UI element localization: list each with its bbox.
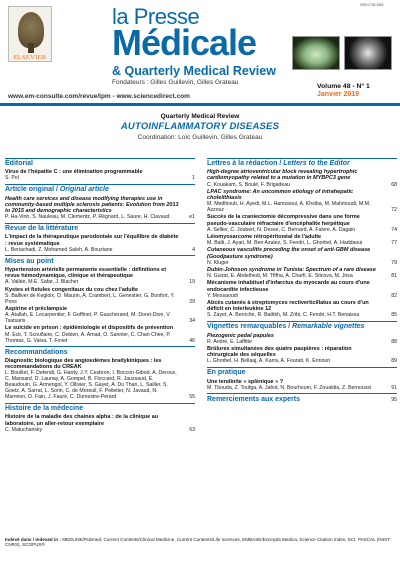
page-number: 4 (192, 246, 195, 253)
section-heading (5, 184, 195, 195)
page-number: 1 (192, 175, 195, 182)
journal-title-prefix: la Presse (112, 4, 200, 29)
article-title: Kystes et fistules congenitaux du cou chez l'adulte (5, 286, 139, 293)
toc-entry[interactable] (207, 333, 397, 345)
toc-entry[interactable] (5, 325, 195, 343)
theme-banner (100, 110, 300, 150)
section-heading (5, 403, 195, 414)
toc-entry[interactable] (207, 395, 397, 403)
volume-number: Volume 48 - N° 1 (317, 83, 370, 90)
page-number: 34 (189, 318, 195, 325)
section-title: Histoire de la médecine (5, 405, 84, 413)
toc-entry[interactable] (207, 169, 397, 187)
article-title: Brûlures simultanées des quatre paupières : réparation chirurgicale des séquelles (207, 345, 352, 359)
article-authors: R. André, E. Laffitte (207, 338, 252, 345)
article-authors: P. Ha-Vinh, S. Nauleau, M. Clementz, P. Régnard, L. Saure, H. Clavaud (5, 214, 170, 221)
section-heading (207, 321, 397, 332)
article-title: Mécanisme inhabituel d'infarctus du myocarde au cours d'une endocardite infectieuse (207, 280, 370, 293)
toc-left-column (5, 155, 195, 530)
article-authors: C. Matuchansky (5, 426, 43, 433)
banner-series: Quarterly Medical Review (160, 113, 240, 120)
article-title: Léiomyosarcome rétropéritonéal de l'adulte (207, 233, 322, 240)
section-heading (5, 158, 195, 169)
banner-coordination: Coordination: Loïc Guillevin, Gilles Grateau (137, 134, 263, 141)
article-authors: M. Medhioub, H. Ayedi, M.L. Hamzaoui, A. Khsiba, M. Mahmoudi, M.M. Azzouz (207, 201, 371, 214)
publisher-name: ELSEVIER (13, 54, 47, 61)
toc-entry[interactable] (5, 287, 195, 305)
article-authors: L. Ghorbel, H. Bellaaj, A. Karra, A. Fourati, K. Ennouri (207, 358, 331, 365)
page-number: 46 (189, 337, 195, 344)
page-number: 91 (391, 384, 397, 391)
toc-entry[interactable] (5, 169, 195, 181)
article-title: LPAC syndrome: An uncommon etiology of intrahepatic cholelithiasis (207, 188, 354, 201)
journal-editors: Fondateurs : Gilles Guillevin, Gilles Grateau (112, 79, 239, 86)
page-number: 19 (189, 279, 195, 286)
article-authors: M. Eck, T. Scouflaire, C. Debien, A. Amad, O. Sannier, C. Chan Chee, P. Thomas, G. Vaiva, T. Fovet (5, 331, 171, 344)
toc-entry[interactable] (207, 346, 397, 364)
toc-entry[interactable] (5, 267, 195, 285)
page-number: 82 (391, 292, 397, 299)
elsevier-logo[interactable] (8, 6, 52, 62)
section-title: Recommandations (5, 348, 68, 356)
article-title: Histoire de la maladie des chaines alpha : de la clinique au laboratoire, un aller-retour exemplaire (5, 414, 159, 427)
article-title: Une tendinite « splénique » ? (207, 378, 284, 385)
page-number: 29 (189, 298, 195, 305)
article-authors: S. Pol (5, 175, 19, 182)
page-number: 63 (189, 426, 195, 433)
section-title: Éditorial (5, 160, 34, 167)
section-heading (207, 367, 397, 378)
article-authors: S. Zayet, A. Berriche, R. Battikh, M. Zribi, C. Fendri, H.T. Benaissa (207, 312, 360, 319)
article-title: High-degree atrioventricular block revealing hypertrophic cardiomyopathy related to a mutation in MYBPC3 gene (207, 169, 358, 182)
page-number: 81 (391, 273, 397, 280)
section-title: Lettres à la rédaction / (207, 160, 284, 167)
journal-subtitle: & Quarterly Medical Review (112, 64, 276, 78)
article-authors: C. Kouakam, S. Boulé, F. Brigadeau (207, 181, 291, 188)
article-authors: S. Balliver de Kegloix, O. Maurin, A. Crambert, L. Genestier, G. Bonfort, Y. Pons (5, 292, 175, 305)
page-number: 72 (391, 207, 397, 214)
section-title: Vignettes remarquables / (207, 323, 293, 331)
page-number: 55 (189, 394, 195, 401)
toc-entry[interactable] (207, 189, 397, 213)
toc-entry[interactable] (207, 267, 397, 279)
issue-date: Janvier 2019 (317, 91, 360, 98)
article-title: Succès de la craniectomie décompressive dans une forme pseudo-vasculaire réfractaire d'encéphalite herpétique (207, 214, 360, 227)
page-number: 77 (391, 240, 397, 247)
toc-right-column (207, 155, 397, 530)
section-title-english: Letters to the Editor (283, 160, 350, 167)
article-title: Diagnostic biologique des angioedèmes bradykiniques : les recommandations du CREAK (5, 357, 162, 370)
section-title: Remerciements aux experts (207, 395, 300, 403)
cover-image-histology (292, 36, 340, 70)
section-heading (207, 158, 397, 169)
banner-theme: AUTOINFLAMMATORY DISEASES (120, 121, 280, 132)
toc-entry[interactable] (207, 234, 397, 246)
article-title: L'impact de la thérapeutique parodontale sur l'équilibre de diabète : revue systématique (5, 234, 179, 247)
article-authors: N. Guirat, E. Abdelhedi, M. Tfifha, A. Charfi, E. Sticova, M. Jirsa (207, 273, 353, 280)
article-title: Abcès cutanés à streptomyces rectiverticillatus au cours d'un déficit en interleukine 12 (207, 299, 369, 313)
website-link[interactable]: www.em-consulte.com/revue/lpm - www.sciencedirect.com (8, 93, 190, 100)
section-title: En pratique (207, 369, 246, 377)
footer-label: Indexé dans / Indexed in : (5, 537, 61, 542)
article-title: Hypertension artérielle permanente essentielle : définitions et revue hémodynamique, clinique et thérapeutique (5, 266, 167, 280)
indexing-footer (5, 537, 395, 548)
toc-entry[interactable] (207, 300, 397, 318)
article-authors: M. Balti, J. Ayari, M. Ben Azaiez, S. Fendri, L. Ghorbel, A. Haddaoui (207, 240, 363, 247)
page-number: 85 (391, 312, 397, 319)
article-authors: A. Vallée, M.E. Safar, J. Blacher (5, 279, 79, 286)
article-authors: L. Bouillet, F. Defendi, G. Hardy, J.Y. Cesbron, I. Boccon-Gibod, A. Deroux, C. Mansard, D. Launay, A. Gompel, B. Floccard, R. Jaussaud, E. Beaudouin, G. Armengol, Y. Ollivier, S. Gayet, A. Du Than, L. Sailler, S. Goetz, A. Sarrat, L. Sorin, C. de Moreuil, F. Pelletier, N. Javaud, N. Marmion, O. Fain, J. Fauré, C. Dumestre-Pérard (5, 370, 177, 401)
toc-entry[interactable] (5, 358, 195, 400)
page-number: 74 (391, 226, 397, 233)
article-authors: M. Tbouda, Z. Toufga, A. Jahid, N. Bourhoum, F. Zouaidia, Z. Bernoussi (207, 384, 372, 391)
toc-entry[interactable] (207, 280, 397, 298)
section-heading (5, 346, 195, 357)
article-title: Le suicide en prison : épidémiologie et dispositifs de prévention (5, 325, 174, 332)
article-title: Virus de l'hépatite C : une élimination programmable (5, 169, 143, 176)
article-authors: Y. Messaoudi (207, 292, 238, 299)
toc-entry[interactable] (207, 214, 397, 232)
article-authors: N. Kluger (207, 259, 229, 266)
header-divider (0, 103, 400, 106)
article-title: Dubin-Johnson syndrome in Tunisia: Spectrum of a rare disease (207, 266, 376, 273)
tree-trunk-icon (28, 43, 34, 53)
article-title: Piezogenic pedal papules (207, 332, 274, 339)
article-authors: A. Atallah, E. Lecarpentier, F. Goffinet, P. Gaucherand, M. Doret-Dion, V. Tsatsaris (5, 312, 171, 325)
section-title-english: Remarkable vignettes (292, 323, 365, 331)
cover-image-xray (344, 36, 392, 70)
section-heading (5, 255, 195, 266)
section-title: Article original / (5, 186, 60, 194)
section-title-english: Original article (59, 186, 109, 194)
section-title: Mises au point (5, 257, 54, 265)
page-number: 89 (391, 358, 397, 365)
page-number: 88 (391, 338, 397, 345)
article-authors: L. Beriachadi, Z. Mohamed Saleh, A. Bouziane (5, 246, 113, 253)
journal-title: Médicale (112, 22, 257, 63)
page-number: e1 (189, 214, 195, 221)
article-authors: A. Sellier, C. Joubert, N. Desse, C. Bernard, A. Faivre, A. Dagain (207, 226, 356, 233)
issn: ISSN 0755-4982 (360, 3, 384, 7)
section-title: Revue de la littérature (5, 225, 79, 233)
toc-entry[interactable] (5, 196, 195, 221)
toc-entry[interactable] (5, 306, 195, 324)
page-number: 68 (391, 181, 397, 188)
toc-entry[interactable] (5, 234, 195, 252)
article-title: Health care services and disease modifying therapies use in community-based multiple sclerosis patients: Evolution from 2013 to 2015 and demographic characteristics (5, 195, 179, 214)
footer-text: MEDLINE/Pubmed, Current Contents/Clinical Medicine, Current Contents/Life sciences, EMBASE/Excerpta Medica, Science Citation Index, SCI, PASCAL (INIST-CNRS), SCOPUS® (5, 537, 392, 548)
article-title: Aspirine et préclampsie (5, 305, 68, 312)
page-number: 79 (391, 259, 397, 266)
toc-entry[interactable] (207, 247, 397, 265)
toc-entry[interactable] (207, 379, 397, 391)
page-number: 95 (391, 396, 397, 403)
toc-entry[interactable] (5, 414, 195, 432)
article-title: Cutaneous vasculitis preceding the onset of anti-GBM disease (Goodpasture syndrome) (207, 247, 371, 260)
section-heading (5, 223, 195, 234)
